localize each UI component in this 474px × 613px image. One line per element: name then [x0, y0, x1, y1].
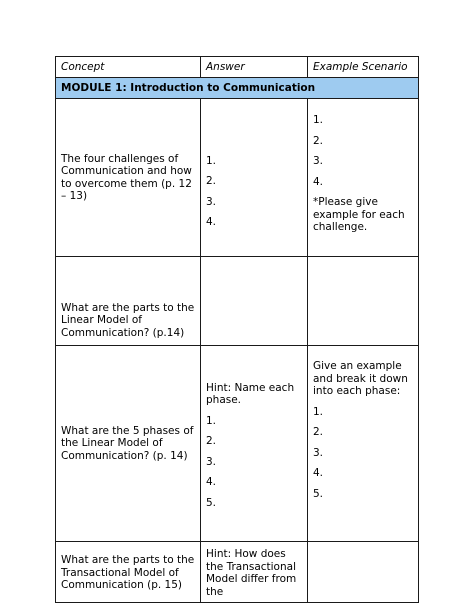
answer-hint: Hint: How does the Transactional Model differ from the [206, 548, 297, 598]
list-item: 3. [313, 446, 324, 459]
list-item: 2. [313, 134, 324, 147]
list-item: 4. [206, 216, 217, 228]
list-item: 2. [206, 435, 217, 448]
table-row [56, 99, 419, 257]
concept-text: What are the parts to the Linear Model of Communication? (p.14) [61, 301, 195, 339]
scenario-cell[interactable] [308, 99, 419, 257]
scenario-intro: Give an example and break it down into each phase: [313, 360, 408, 397]
scenario-cell[interactable] [308, 346, 419, 542]
concept-text: The four challenges of Communication and how to overcome them (p. 12 – 13) [61, 152, 192, 202]
list-item: 3. [313, 155, 324, 167]
concept-cell [56, 257, 201, 346]
answer-cell[interactable] [201, 346, 308, 542]
scenario-cell[interactable] [308, 257, 419, 346]
answer-cell[interactable] [201, 257, 308, 346]
list-item: 5. [206, 496, 217, 509]
list-item: 4. [313, 467, 324, 479]
list-item: 3. [206, 195, 217, 208]
header-concept: Concept [56, 57, 201, 78]
table-row [56, 346, 419, 542]
header-answer: Answer [201, 57, 308, 78]
answer-list [206, 415, 302, 510]
list-item: 4. [313, 175, 324, 188]
list-item: 5. [313, 487, 324, 500]
module-title: MODULE 1: Introduction to Communication [56, 78, 419, 99]
list-item: 1. [313, 114, 324, 126]
list-item: 1. [206, 154, 217, 167]
concept-text: What are the 5 phases of the Linear Model of Communication? (p. 14) [61, 424, 194, 462]
table-row [56, 542, 419, 603]
list-item: 1. [313, 405, 324, 418]
answer-list [206, 155, 302, 229]
list-item: 2. [313, 426, 324, 438]
scenario-list [313, 406, 413, 501]
scenario-cell[interactable] [308, 542, 419, 603]
concept-text: What are the parts to the Transactional Model of Communication (p. 15) [61, 554, 195, 592]
concept-cell [56, 99, 201, 257]
list-item: 1. [206, 414, 217, 427]
header-example-scenario: Example Scenario [308, 57, 419, 78]
module-row [56, 78, 419, 99]
list-item: 3. [206, 455, 217, 468]
scenario-list [313, 114, 413, 188]
list-item: 2. [206, 175, 217, 187]
worksheet-table [55, 56, 419, 603]
answer-cell[interactable] [201, 542, 308, 603]
concept-cell [56, 542, 201, 603]
answer-cell[interactable] [201, 99, 308, 257]
concept-cell [56, 346, 201, 542]
table-row [56, 257, 419, 346]
scenario-note: *Please give example for each challenge. [313, 196, 405, 233]
table-header-row [56, 57, 419, 78]
answer-hint: Hint: Name each phase. [206, 381, 295, 407]
list-item: 4. [206, 476, 217, 489]
